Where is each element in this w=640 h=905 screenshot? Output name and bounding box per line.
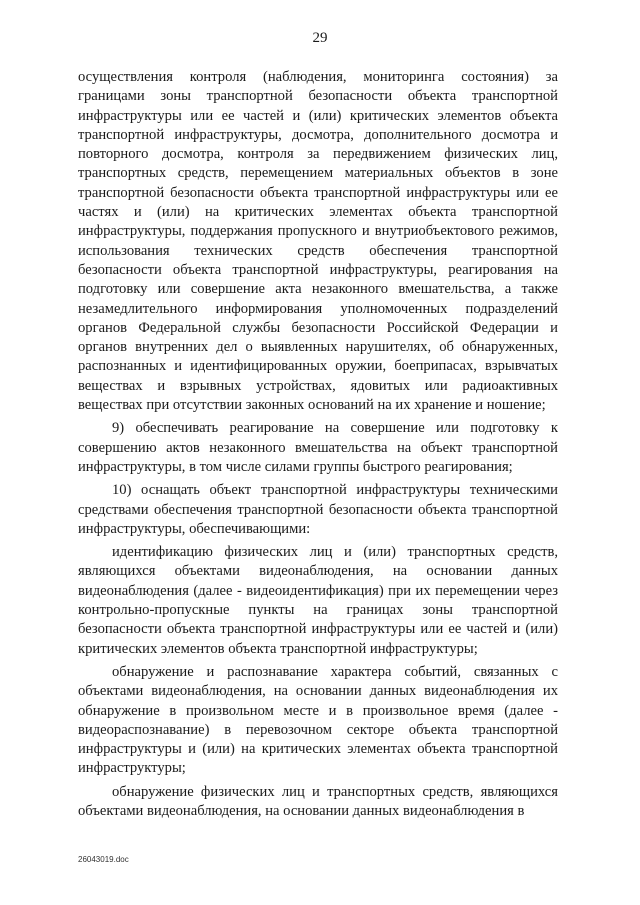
paragraph-continuation: осуществления контроля (наблюдения, мониторинга состояния) за границами зоны транспортной безопасности объекта транспортной инфраструктуры или ее частей и (или) критических элементов объекта транспортной инфраструктуры, досмотра, дополнительного досмотра и повторного досмотра, контроля за передвижением физических лиц, транспортных средств, перемещением материальных объектов в зоне транспортной безопасности объекта транспортной инфраструктуры или ее частях и (или) на критических элементах объекта транспортной инфраструктуры, поддержания пропускного и внутриобъектового режимов, использования технических средств обеспечения транспортной безопасности объекта транспортной инфраструктуры, реагирования на подготовку или совершение акта незаконного вмешательства, а также незамедлительного информирования уполномоченных подразделений органов Федеральной службы безопасности Российской Федерации и органов внутренних дел о выявленных нарушителях, об обнаруженных, распознанных и идентифицированных оружии, боеприпасах, взрывчатых веществах и взрывных устройствах, ядовитых или радиоактивных веществах при отсутствии законных оснований на их хранение и ношение;	[78, 69, 558, 414]
paragraph-item-9: 9) обеспечивать реагирование на совершение или подготовку к совершению актов незаконного вмешательства на объект транспортной инфраструктуры, в том числе силами группы быстрого реагирования;	[78, 420, 558, 475]
page-number: 29	[312, 30, 328, 46]
paragraph-videoidentification: идентификацию физических лиц и (или) транспортных средств, являющихся объектами видеонаблюдения, на основании данных видеонаблюдения (далее - видеоидентификация) при их перемещении через контрольно-пропускные пункты на границах зоны транспортной безопасности объекта транспортной инфраструктуры или ее частей и (или) критических элементов объекта транспортной инфраструктуры;	[78, 544, 558, 657]
document-body	[78, 68, 558, 821]
paragraph-item-10: 10) оснащать объект транспортной инфраструктуры техническими средствами обеспечения транспортной безопасности объекта транспортной инфраструктуры, обеспечивающими:	[78, 482, 558, 537]
paragraph-detection: обнаружение физических лиц и транспортных средств, являющихся объектами видеонаблюдения, на основании данных видеонаблюдения в	[78, 783, 558, 819]
footer-filename: 26043019.doc	[78, 855, 129, 864]
paragraph-videorecognition: обнаружение и распознавание характера событий, связанных с объектами видеонаблюдения, на основании данных видеонаблюдения их обнаружение в произвольном месте и в произвольное время (далее - видеораспознавание) в перевозочном секторе объекта транспортной инфраструктуры и (или) на критических элементах объекта транспортной инфраструктуры;	[78, 663, 558, 777]
